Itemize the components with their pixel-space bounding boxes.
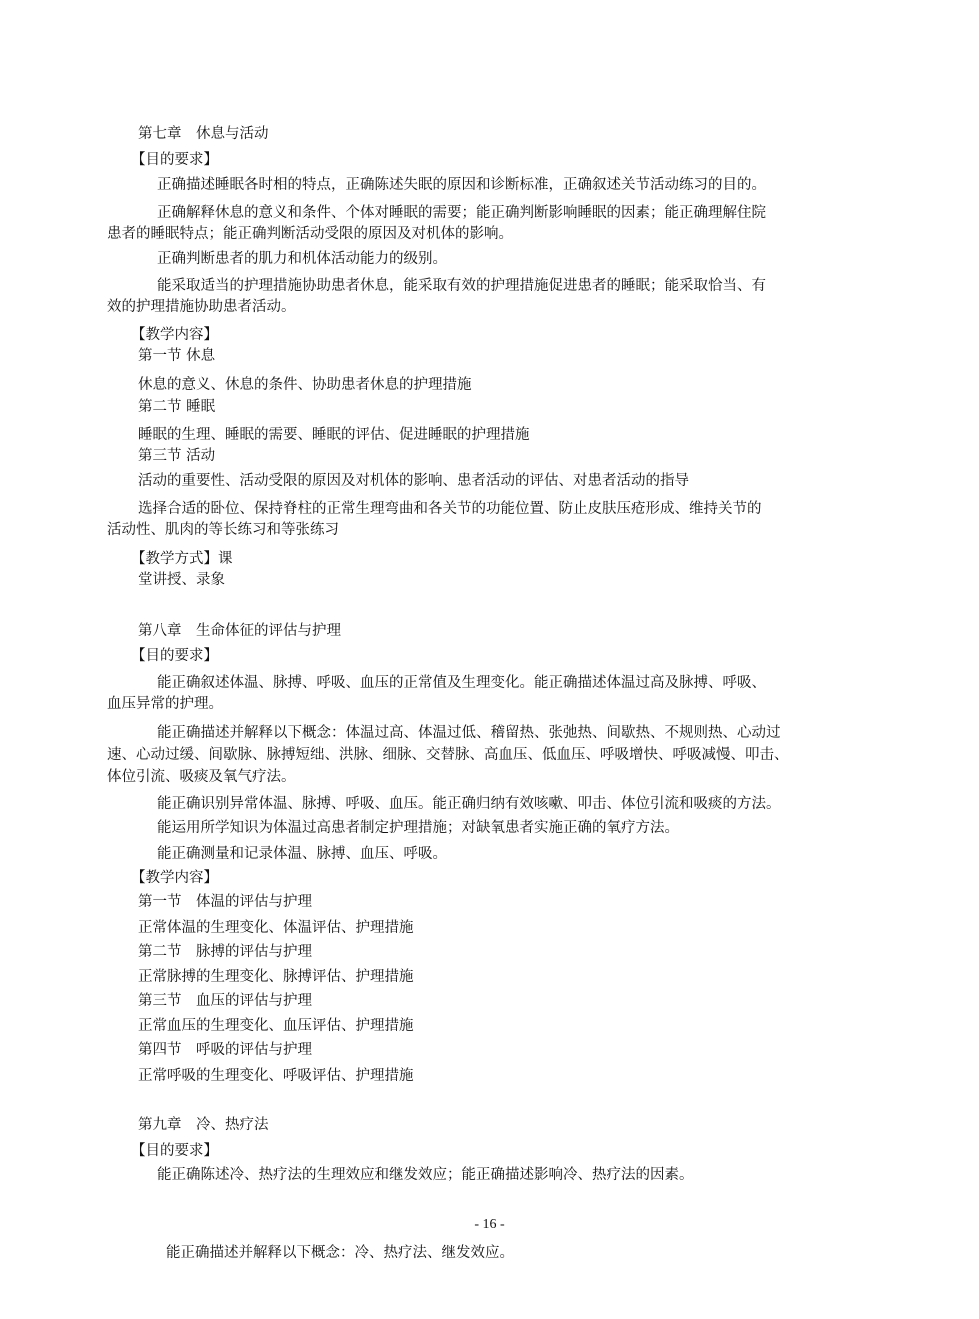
ch8-req-paragraph: 能正确描述并解释以下概念：体温过高、体温过低、稽留热、张弛热、间歇热、不规则热、心动过 — [157, 725, 781, 741]
ch7-section-body: 休息的意义、休息的条件、协助患者休息的护理措施 — [138, 377, 472, 393]
ch8-section-body: 正常血压的生理变化、血压评估、护理措施 — [138, 1018, 414, 1034]
ch7-teaching-method: 【教学方式】课 — [131, 551, 233, 567]
ch8-req-paragraph: 血压异常的护理。 — [107, 696, 223, 712]
page-number: - 16 - — [474, 1217, 505, 1232]
ch7-req-paragraph: 正确判断患者的肌力和机体活动能力的级别。 — [157, 251, 447, 267]
ch8-req-paragraph: 能运用所学知识为体温过高患者制定护理措施；对缺氧患者实施正确的氧疗方法。 — [157, 820, 679, 836]
ch8-section-body: 正常脉搏的生理变化、脉搏评估、护理措施 — [138, 969, 414, 985]
ch8-section-title: 第一节 体温的评估与护理 — [138, 894, 312, 910]
ch7-req-paragraph: 效的护理措施协助患者活动。 — [107, 299, 296, 315]
ch7-section-body: 活动性、肌肉的等长练习和等张练习 — [107, 522, 339, 538]
ch7-req-paragraph: 正确描述睡眠各时相的特点，正确陈述失眠的原因和诊断标准，正确叙述关节活动练习的目的。 — [157, 177, 766, 193]
chapter-8-title: 第八章 生命体征的评估与护理 — [138, 623, 341, 639]
ch7-section-title: 第二节 睡眠 — [138, 399, 216, 415]
ch7-teaching-method: 堂讲授、录象 — [138, 572, 225, 588]
ch7-req-paragraph: 正确解释休息的意义和条件、个体对睡眠的需要；能正确判断影响睡眠的因素；能正确理解住院 — [157, 205, 766, 221]
ch8-section-body: 正常呼吸的生理变化、呼吸评估、护理措施 — [138, 1068, 414, 1084]
ch9-req-paragraph: 能正确陈述冷、热疗法的生理效应和继发效应；能正确描述影响冷、热疗法的因素。 — [157, 1167, 694, 1183]
ch8-req-paragraph: 能正确叙述体温、脉搏、呼吸、血压的正常值及生理变化。能正确描述体温过高及脉搏、呼吸、 — [157, 675, 766, 691]
ch8-req-paragraph: 速、心动过缓、间歇脉、脉搏短绌、洪脉、细脉、交替脉、高血压、低血压、呼吸增快、呼吸减慢、叩击、 — [107, 747, 789, 763]
ch9-requirements-heading: 【目的要求】 — [131, 1143, 218, 1159]
ch7-req-paragraph: 能采取适当的护理措施协助患者休息，能采取有效的护理措施促进患者的睡眠；能采取恰当、有 — [157, 278, 766, 294]
ch7-req-paragraph: 患者的睡眠特点；能正确判断活动受限的原因及对机体的影响。 — [107, 226, 513, 242]
ch8-section-title: 第三节 血压的评估与护理 — [138, 993, 312, 1009]
ch7-section-body: 选择合适的卧位、保持脊柱的正常生理弯曲和各关节的功能位置、防止皮肤压疮形成、维持关节的 — [138, 501, 762, 517]
next-page-line: 能正确描述并解释以下概念：冷、热疗法、继发效应。 — [166, 1245, 514, 1261]
ch8-req-paragraph: 能正确测量和记录体温、脉搏、血压、呼吸。 — [157, 846, 447, 862]
ch8-req-paragraph: 体位引流、吸痰及氧气疗法。 — [107, 769, 296, 785]
ch8-req-paragraph: 能正确识别异常体温、脉搏、呼吸、血压。能正确归纳有效咳嗽、叩击、体位引流和吸痰的方法。 — [157, 796, 781, 812]
ch7-content-heading: 【教学内容】 — [131, 327, 218, 343]
ch7-section-title: 第三节 活动 — [138, 448, 216, 464]
ch8-section-title: 第二节 脉搏的评估与护理 — [138, 944, 312, 960]
ch7-section-title: 第一节 休息 — [138, 348, 216, 364]
ch8-section-body: 正常体温的生理变化、体温评估、护理措施 — [138, 920, 414, 936]
ch7-section-body: 睡眠的生理、睡眠的需要、睡眠的评估、促进睡眠的护理措施 — [138, 427, 530, 443]
ch8-content-heading: 【教学内容】 — [131, 870, 218, 886]
ch8-section-title: 第四节 呼吸的评估与护理 — [138, 1042, 312, 1058]
ch7-requirements-heading: 【目的要求】 — [131, 152, 218, 168]
ch8-requirements-heading: 【目的要求】 — [131, 648, 218, 664]
ch7-section-body: 活动的重要性、活动受限的原因及对机体的影响、患者活动的评估、对患者活动的指导 — [138, 473, 689, 489]
chapter-9-title: 第九章 冷、热疗法 — [138, 1117, 269, 1133]
chapter-7-title: 第七章 休息与活动 — [138, 126, 269, 142]
